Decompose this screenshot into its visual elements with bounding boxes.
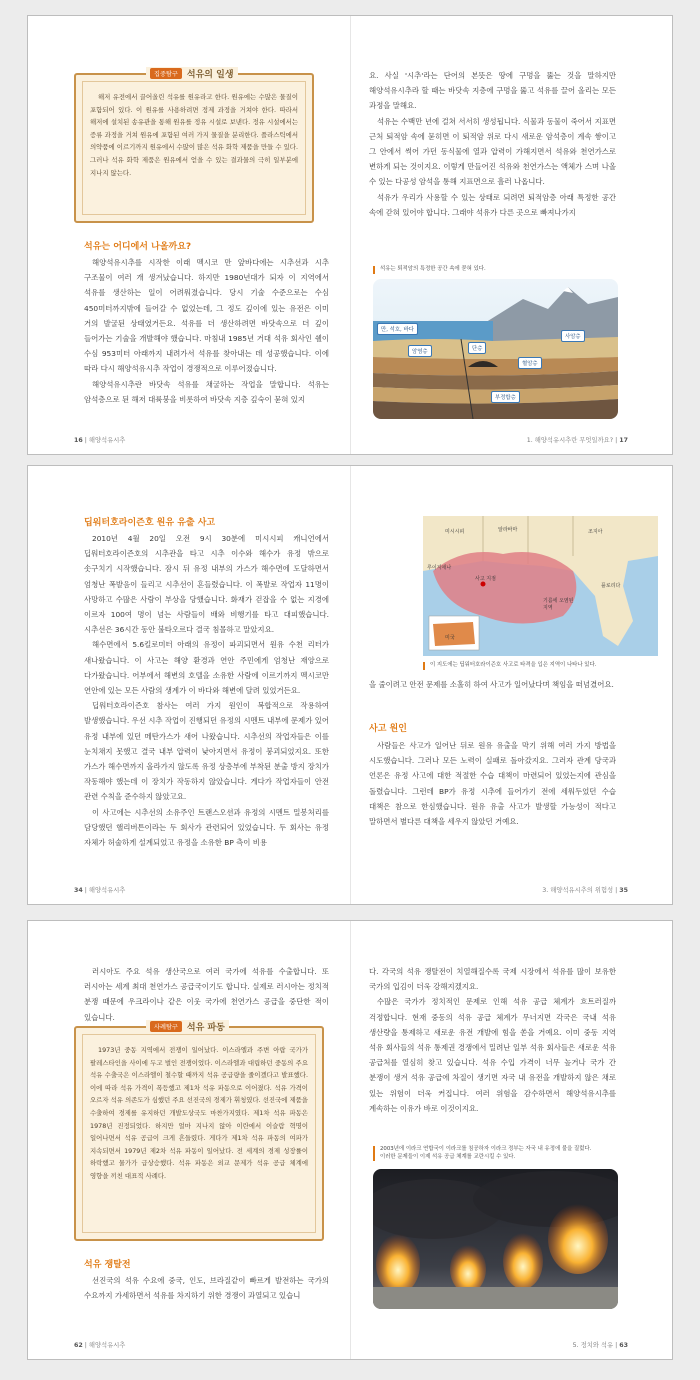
accident-site-marker bbox=[481, 582, 486, 587]
paragraph: 2010년 4월 20일 오전 9시 30분에 미시시피 캐니언에서 딥워터호라이즌호의 시추관을 타고 시추 이수와 해수가 유정 밖으로 솟구치기 시작했습니다. 잠시 뒤 유정 내부의 가스가 해수면에 도달하면서 엄청난 폭발음이 들리고 시추선이 흔들렸습니다. 이 폭발로 작업자 11명이 사망하고 수많은 사람이 부상을 당했습니다. 화재가 걷잡을 수 없는 지경에 이르자 100여 명이 넘는 사람들이 배와 비행기를 타고 대피했습니다. 시추선은 36시간 동안 불타오르다 결국 침몰하고 말았지요. bbox=[84, 534, 329, 635]
page-35 bbox=[351, 466, 674, 904]
page-number: 16 bbox=[74, 437, 83, 444]
paragraph: 수많은 국가가 정치적인 문제로 인해 석유 공급 체계가 흐트러질까 걱정합니다. 현재 중동의 석유 공급 체계가 무너지면 각국은 국내 석유 생산량을 통제하고 새로운 유전 개발에 힘을 쏟을 거예요. 이미 중동 지역 석유 회사들의 석유 통제권 경쟁에서 밀려난 일부 석유 회사들은 새로운 석유 공급처를 열심히 찾고 있습니다. 석유 수입 가격이 너무 높거나 국가 간 분쟁이 생겨 석유 공급에 차질이 생기면 자국 내 유전을 개발하지 않은 채로 있는 위험이 더욱 커집니다. 여러 위험을 감수하면서 해양석유시추를 계속하는 이유가 바로 이것이지요. bbox=[369, 997, 616, 1113]
chapter-title: 3. 해양석유시추의 위험성 bbox=[542, 887, 614, 894]
footer-right: 1. 해양석유시추란 무엇일까요? | 17 bbox=[526, 437, 628, 444]
page-17 bbox=[351, 16, 674, 454]
paragraph: 해양석유시추를 시작한 이래 멕시코 만 앞바다에는 시추선과 시추 구조물이 여러 개 생겨났습니다. 하지만 1980년대가 되자 이 지역에서 석유를 생산하는 일이 어려워졌습니다. 당시 기술 수준으로는 수심 450미터까지밖에 들어갈 수 없었는데, 그 정도 깊이에 있는 유전은 이미 거의 발굴된 상태였거든요. 석유를 더 생산하려면 바닷속으로 더 깊이 들어가는 기술을 개발해야 했습니다. 마침내 1985년 거대 석유 회사인 쉘이 수심 953미터 아래까지 내려가서 석유를 찾아내는 데 성공했습니다. 이에 따라 다시 해양석유시추 작업이 경쟁적으로 이루어졌습니다. bbox=[84, 258, 329, 374]
map-label: 루이지애나 bbox=[427, 565, 452, 571]
body-text-right bbox=[369, 677, 616, 692]
label-impermeable: 부정합층 bbox=[491, 391, 520, 403]
desert-ground bbox=[373, 1287, 618, 1309]
section-heading: 석유 쟁탈전 bbox=[84, 1260, 131, 1270]
footer-left: 34 | 해양석유시추 bbox=[74, 887, 126, 894]
book-title: 해양석유시추 bbox=[88, 1342, 126, 1349]
box-tag: 집중탐구 bbox=[150, 68, 182, 79]
info-box-oil-shock bbox=[74, 1023, 324, 1241]
footer-right: 5. 정치와 석유 | 63 bbox=[572, 1342, 628, 1349]
spill-map bbox=[423, 516, 658, 656]
fire-plume bbox=[450, 1245, 486, 1293]
fire-plume bbox=[548, 1204, 608, 1274]
fire-plume bbox=[503, 1233, 543, 1289]
paragraph: 선진국의 석유 수요에 중국, 인도, 브라질같이 빠르게 발전하는 국가의 수요까지 가세하면서 석유를 차지하기 위한 경쟁이 과열되고 있습니 bbox=[84, 1276, 329, 1301]
burning-oil-wells-image bbox=[373, 1169, 618, 1309]
spread-pages-16-17 bbox=[27, 15, 673, 455]
paragraph: 다. 각국의 석유 쟁탈전이 치열해질수록 국제 시장에서 석유를 많이 보유한 국가의 입김이 더욱 강해지겠지요. bbox=[369, 967, 616, 992]
page-63 bbox=[351, 921, 674, 1359]
page-number: 34 bbox=[74, 887, 83, 894]
page-62 bbox=[28, 921, 351, 1359]
box-tag: 사례탐구 bbox=[150, 1021, 182, 1032]
map-label: 플로리다 bbox=[601, 583, 621, 589]
spread-pages-34-35 bbox=[27, 465, 673, 905]
book-title: 해양석유시추 bbox=[88, 887, 126, 894]
map-caption: 이 지도에는 딥워터호라이즌호 사고로 타격을 입은 지역이 나타나 있다. bbox=[423, 662, 648, 670]
box-text: 해저 유전에서 끌어올린 석유를 원유라고 한다. 원유에는 수많은 물질이 포함되어 있다. 이 원유를 사용하려면 정제 과정을 거쳐야 한다. 따라서 해저에 설치된 송유관을 통해 원유를 정유 시설로 보낸다. 정유 시설에서는 증류 과정을 거쳐 원유에 포함된 여러 가지 물질을 분리한다. 플라스틱에서 의약품에 이르기까지 원유에서 수많이 많은 석유 화학 제품을 만들 수 있다. 그러나 석유 화학 제품은 원유에서 얻을 수 있는 결과물의 극히 일부분에 지나지 않는다. bbox=[90, 93, 298, 177]
body-text-right bbox=[369, 68, 616, 220]
map-label: 미국 bbox=[445, 635, 455, 641]
body-text-left bbox=[84, 255, 329, 407]
page-number: 35 bbox=[619, 887, 628, 894]
info-box-oil-life bbox=[74, 70, 314, 223]
box-title: 석유 파동 bbox=[186, 1023, 225, 1033]
paragraph: 해양석유시추란 바닷속 석유를 채굴하는 작업을 말합니다. 석유는 암석층으로 된 해저 대륙붕을 비롯하여 바닷속 지층 깊숙이 묻혀 있지 bbox=[84, 379, 329, 404]
page-34 bbox=[28, 466, 351, 904]
body-text-right bbox=[369, 964, 616, 1116]
chapter-title: 1. 해양석유시추란 무엇일까요? bbox=[526, 437, 614, 444]
footer-left: 16 | 해양석유시추 bbox=[74, 437, 126, 444]
paragraph: 을 줄이려고 안전 문제를 소홀히 하여 사고가 일어났다며 책임을 떠넘겼어요. bbox=[369, 680, 614, 689]
paragraph: 석유가 우리가 사용할 수 있는 상태로 되려면 퇴적암층 아래 특정한 공간 속에 갇혀 있어야 합니다. 그래야 석유가 다른 곳으로 빠져나가지 bbox=[369, 192, 616, 217]
body-text-left bbox=[84, 1273, 329, 1303]
body-text-right-2 bbox=[369, 738, 616, 829]
fire-plume bbox=[376, 1234, 420, 1294]
map-label: 기름에 오염된 지역 bbox=[543, 598, 574, 611]
label-sea: 만, 석호, 바다 bbox=[377, 323, 418, 335]
map-label: 미시시피 bbox=[445, 529, 465, 535]
section-heading: 사고 원인 bbox=[369, 724, 407, 734]
section-heading: 딥워터호라이즌호 원유 유출 사고 bbox=[84, 518, 216, 528]
gulf-map-illustration bbox=[423, 516, 658, 656]
map-label: 사고 지점 bbox=[475, 576, 496, 582]
box-text: 1973년 중동 지역에서 전쟁이 일어났다. 이스라엘과 주변 아랍 국가가 팔레스타인을 사이에 두고 벌인 전쟁이었다. 이스라엘과 대립하던 중동의 주요 석유 수출국은 이스라엘이 철수할 때까지 석유 공급량을 줄이겠다고 발표했다. 이에 따라 석유 가격이 폭등했고 제1차 석유 파동으로 이어졌다. 석유 가격이 오르자 석유 의존도가 심했던 주요 선진국의 경제가 휘청였다. 선진국에 제품을 수출하여 경제를 유지하던 개발도상국도 마찬가지였다. 제1차 석유 파동은 1978년 진정되었다. 하지만 얼마 지나지 않아 이란에서 이슬람 혁명이 일어나면서 석유 공급이 크게 흔들렸다. 게다가 제1차 석유 파동의 여파가 지속되면서 1979년 제2차 석유 파동이 일어났다. 전 세계의 경제 성장률이 하락했고 물가가 급상승했다. 석유 파동은 외교 문제가 석유 공급 체계에 영향을 끼친 대표적 사례다. bbox=[90, 1046, 308, 1180]
section-heading: 석유는 어디에서 나올까요? bbox=[84, 242, 192, 252]
box-header bbox=[146, 67, 238, 80]
label-shale: 혈암층 bbox=[518, 357, 542, 369]
paragraph: 딥워터호라이즌호 참사는 여러 가지 원인이 복합적으로 작용하여 발생했습니다. 우선 시추 작업이 진행되던 유정의 시멘트 내부에 문제가 있어 유정 내부에 있던 메탄가스가 새어 나왔습니다. 시추선의 작업자들은 이를 눈치채지 못했고 결국 내부 압력이 낮아지면서 유정이 붕괴되었지요. 또한 가스가 해수면까지 올라가지 않도록 유정 상층부에 부착된 분출 방지 장치가 작동해야 했는데 이 장치가 작동하지 않았습니다. 게다가 작업자들이 안전 관련 수칙을 준수하지 않았고요. bbox=[84, 701, 329, 802]
body-text-left-top bbox=[84, 964, 329, 1025]
book-title: 해양석유시추 bbox=[88, 437, 126, 444]
box-header bbox=[146, 1020, 229, 1033]
page-number: 62 bbox=[74, 1342, 83, 1349]
label-mudstone: 암염층 bbox=[408, 345, 432, 357]
paragraph: 사람들은 사고가 일어난 뒤로 원유 유출을 막기 위해 여러 가지 방법을 시도했습니다. 그러나 모든 노력이 실패로 돌아갔지요. 그러자 관계 당국과 언론은 유정 사고에 대한 적절한 수습 대책이 마련되어 있었는지에 관심을 돌렸습니다. 그런데 BP가 유정 시추에 들어가기 전에 세워두었던 수습 대책은 참으로 한심했습니다. 원유 유출 사고가 발생할 가능성이 적다고 말하면서 별다른 대책을 세우지 않았던 거예요. bbox=[369, 741, 616, 827]
body-text-left bbox=[84, 531, 329, 850]
page-16 bbox=[28, 16, 351, 454]
chapter-title: 5. 정치와 석유 bbox=[572, 1342, 614, 1349]
page-number: 63 bbox=[619, 1342, 628, 1349]
map-label: 알라바마 bbox=[498, 527, 518, 533]
footer-right: 3. 해양석유시추의 위험성 | 35 bbox=[542, 887, 628, 894]
photo-caption: 2003년에 이라크 연합국이 이라크를 침공하자 이라크 정부는 자국 내 유정에 불을 질렀다. 이러한 문제들이 이제 석유 공급 체계를 교란시킬 수 있다. bbox=[373, 1146, 598, 1161]
geology-diagram bbox=[373, 279, 618, 419]
spread-pages-62-63 bbox=[27, 920, 673, 1360]
figure-caption: 석유는 퇴적암의 특정한 공간 속에 묻혀 있다. bbox=[373, 266, 603, 274]
paragraph: 요. 사실 '시추'라는 단어의 본뜻은 땅에 구멍을 뚫는 것을 말하지만 해양석유시추라 할 때는 바닷속 지층에 구멍을 뚫고 석유를 끌어 올리는 모든 과정을 말해요. bbox=[369, 71, 616, 111]
paragraph: 해수면에서 5.6킬로미터 아래의 유정이 파괴되면서 원유 수천 리터가 새나왔습니다. 이 사고는 해양 환경과 연안 주민에게 엄청난 재앙으로 다가왔습니다. 어부에서 해변의 호텔을 소유한 사람에 이르기까지 멕시코만 연안에 있는 모든 사람의 생계가 이 바다와 해변에 달려 있었거든요. bbox=[84, 640, 329, 696]
label-sandstone: 사암층 bbox=[561, 330, 585, 342]
label-fault: 단층 bbox=[468, 342, 486, 354]
oil-fire-photo bbox=[373, 1169, 618, 1309]
footer-left: 62 | 해양석유시추 bbox=[74, 1342, 126, 1349]
paragraph: 러시아도 주요 석유 생산국으로 여러 국가에 석유를 수출합니다. 또 러시아는 세계 최대 천연가스 공급국이기도 합니다. 실제로 러시아는 정치적 분쟁 때문에 우크라이나 같은 이웃 국가에 천연가스 공급을 중단한 적이 있습니다. bbox=[84, 967, 329, 1022]
paragraph: 이 사고에는 시추선의 소유주인 트랜스오션과 유정의 시멘트 밀봉처리를 담당했던 핼리버튼이라는 두 회사가 관련되어 있었습니다. 두 회사는 유정 자체가 허술하게 설계되었고 유정을 소유한 BP 측이 비용 bbox=[84, 807, 329, 848]
paragraph: 석유는 수백만 년에 걸쳐 서서히 생성됩니다. 식물과 동물이 죽어서 지표면 근처 퇴적암 속에 묻히면 이 퇴적암 위로 다시 새로운 암석층이 계속 쌓이고 그 안에서 썩어 가던 동식물에 열과 압력이 가해지면서 석유와 천연가스로 변하게 되는 것이지요. 이렇게 만들어진 석유와 천연가스는 액체가 스며 나올 수 있는 다공성 암석을 통해 지표면으로 흘러 나옵니다. bbox=[369, 116, 616, 187]
map-label: 조지아 bbox=[588, 529, 603, 535]
page-number: 17 bbox=[619, 437, 628, 444]
box-title: 석유의 일생 bbox=[186, 70, 234, 80]
